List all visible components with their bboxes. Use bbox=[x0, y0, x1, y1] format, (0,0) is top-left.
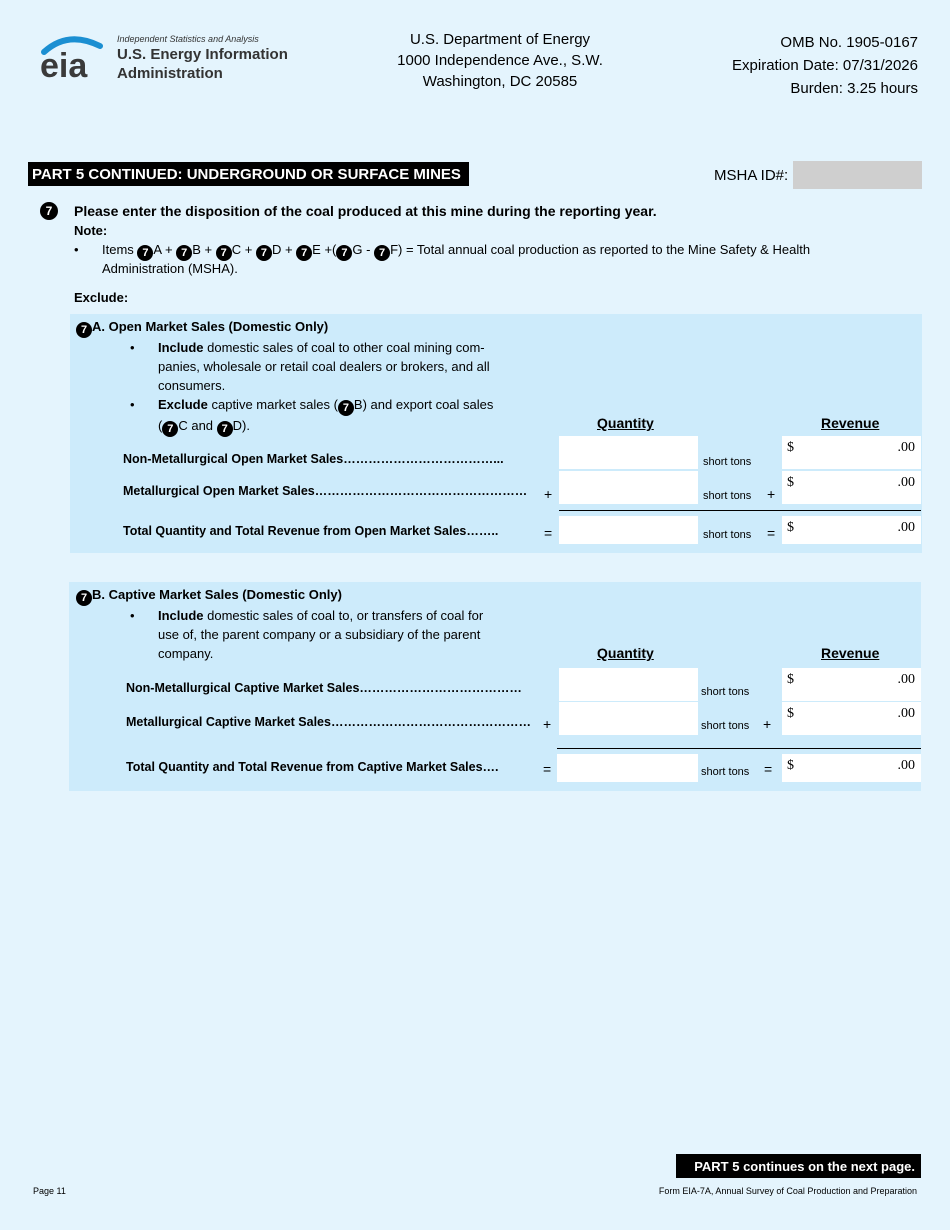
msha-id-label: MSHA ID#: bbox=[714, 167, 789, 184]
section-a-row-label: Non-Metallurgical Open Market Sales………………………………... bbox=[123, 452, 504, 466]
equals-operator: = bbox=[543, 761, 552, 777]
equals-operator: = bbox=[544, 525, 553, 541]
section-a-include: • Include domestic sales of coal to other coal mining com- panies, wholesale or retail coal dealers or brokers, and all consumers. • Exclude captive market sales ( 7 B) and export coal sales ( 7 C and 7 D). bbox=[130, 340, 494, 435]
agency-address bbox=[350, 29, 650, 92]
address-line2: Washington, DC 20585 bbox=[422, 73, 578, 90]
agency-name: U.S. Department of Energy bbox=[409, 31, 591, 48]
section-b-row-unit: short tons bbox=[701, 720, 750, 732]
section-b-row-label: Non-Metallurgical Captive Market Sales………………………………… bbox=[126, 681, 522, 695]
logo-name-line1: U.S. Energy Information bbox=[117, 46, 288, 63]
section-a-met-quantity-input[interactable] bbox=[559, 471, 698, 504]
section-b-nonmet-quantity-input[interactable] bbox=[559, 668, 698, 701]
section-a-row-label: Metallurgical Open Market Sales…………………………………………… bbox=[123, 484, 528, 498]
section-b-include: • Include domestic sales of coal to, or transfers of coal for use of, the parent company or a subsidiary of the parent company. bbox=[130, 608, 484, 661]
section-b-revenue-header: Revenue bbox=[821, 645, 880, 661]
section-a-total-quantity-input[interactable] bbox=[559, 516, 698, 544]
address-line1: 1000 Independence Ave., S.W. bbox=[397, 52, 603, 69]
section-a-title: 7 A. Open Market Sales (Domestic Only) bbox=[76, 319, 328, 338]
plus-operator: + bbox=[543, 716, 552, 732]
section-b-row-label: Metallurgical Captive Market Sales………………………………………… bbox=[126, 715, 531, 729]
equals-operator: = bbox=[764, 761, 773, 777]
section-b-row-unit: short tons bbox=[701, 766, 750, 778]
eia-logo-mark-icon bbox=[38, 32, 108, 82]
question-number-badge: 7 bbox=[40, 202, 58, 220]
omb-number: OMB No. 1905-0167 bbox=[780, 34, 918, 51]
note-label: Note: bbox=[74, 223, 108, 238]
section-b-row-label: Total Quantity and Total Revenue from Captive Market Sales…. bbox=[126, 760, 499, 774]
section-a-revenue-header: Revenue bbox=[821, 415, 880, 431]
note-bullet: • bbox=[74, 242, 79, 257]
page-number: Page 11 bbox=[33, 1186, 66, 1196]
section-b-total-rule bbox=[557, 748, 921, 749]
msha-id-field[interactable] bbox=[793, 161, 922, 189]
part-title: PART 5 CONTINUED: UNDERGROUND OR SURFACE MINES bbox=[28, 162, 469, 186]
section-b-nonmet-revenue-input[interactable]: $ .00 bbox=[782, 668, 921, 701]
section-a-nonmet-quantity-input[interactable] bbox=[559, 436, 698, 469]
exclude-label: Exclude: bbox=[74, 290, 129, 305]
section-a-row-unit: short tons bbox=[703, 490, 752, 502]
svg-text:eia: eia bbox=[40, 47, 88, 82]
section-b-total-revenue-input[interactable]: $ .00 bbox=[782, 754, 921, 782]
section-b-title: 7 B. Captive Market Sales (Domestic Only) bbox=[76, 587, 342, 606]
continues-banner: PART 5 continues on the next page. bbox=[676, 1154, 921, 1178]
expiration-date: Expiration Date: 07/31/2026 bbox=[732, 57, 918, 74]
omb-info bbox=[640, 31, 918, 100]
form-title: Form EIA-7A, Annual Survey of Coal Production and Preparation bbox=[658, 1186, 917, 1196]
logo-name-line2: Administration bbox=[117, 65, 223, 82]
section-a-total-revenue-input[interactable]: $ .00 bbox=[782, 516, 921, 544]
note-line2: Administration (MSHA). bbox=[102, 261, 238, 276]
section-a-row-unit: short tons bbox=[703, 456, 752, 468]
section-b-row-unit: short tons bbox=[701, 686, 750, 698]
section-b-met-quantity-input[interactable] bbox=[559, 702, 698, 735]
plus-operator: + bbox=[767, 486, 776, 502]
plus-operator: + bbox=[763, 716, 772, 732]
plus-operator: + bbox=[544, 486, 553, 502]
note-formula: Items 7 A + 7 B + 7 C + 7 D + 7 E +( 7 G - 7 F) = Total annual coal production as reported to the Mine Safety & Health bbox=[102, 242, 811, 259]
section-b-total-quantity-input[interactable] bbox=[557, 754, 698, 782]
section-a-total-rule bbox=[559, 510, 921, 511]
section-a-row-label: Total Quantity and Total Revenue from Open Market Sales…….. bbox=[123, 524, 499, 538]
section-a-row-unit: short tons bbox=[703, 529, 752, 541]
eia-logo bbox=[38, 32, 308, 84]
section-b-met-revenue-input[interactable]: $ .00 bbox=[782, 702, 921, 735]
section-b-quantity-header: Quantity bbox=[597, 645, 654, 661]
section-a-quantity-header: Quantity bbox=[597, 415, 654, 431]
equals-operator: = bbox=[767, 525, 776, 541]
logo-tagline: Independent Statistics and Analysis bbox=[117, 34, 259, 44]
section-a-met-revenue-input[interactable]: $ .00 bbox=[782, 471, 921, 504]
question-text: Please enter the disposition of the coal produced at this mine during the reporting year. bbox=[74, 203, 657, 219]
burden: Burden: 3.25 hours bbox=[790, 80, 918, 97]
section-a-nonmet-revenue-input[interactable]: $ .00 bbox=[782, 436, 921, 469]
